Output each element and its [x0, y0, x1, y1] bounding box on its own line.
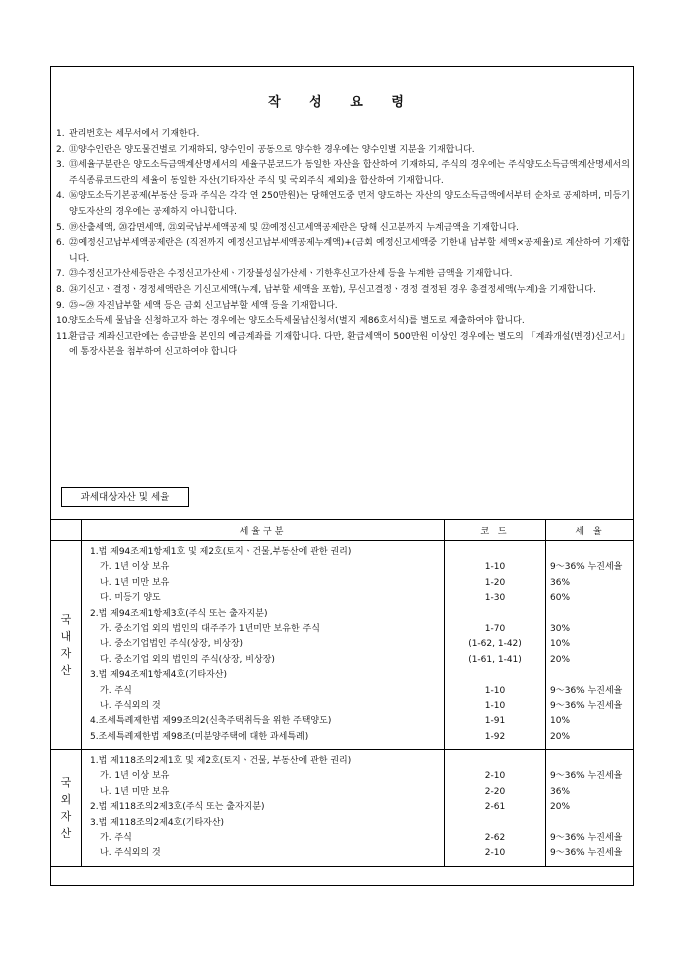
domestic-categories — [82, 541, 445, 750]
category-line: 가. 1년 이상 보유 — [100, 562, 170, 573]
foreign-rates — [546, 750, 635, 867]
category-line: 가. 주식 — [100, 833, 132, 844]
domestic-rates — [546, 541, 635, 750]
instruction-number: 7. — [56, 269, 65, 280]
section-label-box: 과세대상자산 및 세율 — [61, 487, 189, 507]
table-header-row — [51, 520, 634, 541]
foreign-categories — [82, 750, 445, 867]
code-cell — [445, 668, 545, 683]
rate-cell: 20% — [550, 654, 571, 665]
instruction-list — [56, 127, 630, 361]
instruction-text: ㉓수정신고가산세등란은 수정신고가산세ㆍ기장불성실가산세ㆍ기한후신고가산세 등을 누계한 금액을 기재합니다. — [69, 269, 513, 280]
category-line: 가. 주식 — [100, 685, 132, 696]
instruction-text: 환급금 계좌신고란에는 송금받을 본인의 예금계좌를 기재합니다. 다만, 환급세액이 500만원 이상인 경우에는 별도의 「계좌개설(변경)신고서」에 통장사본을 첨부하여 신고하여야 합니다 — [69, 331, 630, 358]
code-cell: 2-61 — [484, 802, 506, 813]
region-char: 자 — [60, 809, 72, 823]
instruction-text: ⑯양도소득기본공제(부동산 등과 주식은 각각 연 250만원)는 당해연도중 먼저 양도하는 자산의 양도소득금액에서부터 순차로 공제하며, 미등기양도자산의 경우에는 공제하지 아니합니다. — [69, 191, 630, 217]
code-cell: 1-92 — [484, 731, 506, 742]
code-cell: 1-10 — [484, 562, 506, 573]
category-line: 다. 중소기업 외의 법인의 주식(상장, 비상장) — [100, 654, 275, 665]
instruction-item — [56, 236, 630, 267]
rate-cell: 10% — [550, 639, 571, 650]
instruction-text: ⑬세율구분란은 양도소득금액계산명세서의 세율구분코드가 동일한 자산을 합산하여 기재하되, 주식의 경우에는 주식양도소득금액계산명세서의 주식종류코드란의 세율이 동일한 자산(기타자산 주식 및 국외주식 제외)을 합산하여 기재합니다. — [69, 160, 630, 186]
rate-cell: 10% — [550, 716, 571, 727]
code-cell — [445, 816, 545, 831]
instruction-text: ㉕~㉙ 자진납부할 세액 등은 금회 신고납부할 세액 등을 기재합니다. — [69, 300, 338, 311]
code-cell: 1-70 — [484, 623, 506, 634]
rate-cell: 9～36% 누진세율 — [550, 771, 623, 782]
category-line: 나. 주식외의 것 — [100, 700, 161, 711]
category-line: 나. 중소기업법인 주식(상장, 비상장) — [100, 639, 244, 650]
code-cell — [445, 754, 545, 769]
instruction-number: 6. — [56, 238, 65, 249]
rate-cell: 9～36% 누진세율 — [550, 833, 623, 844]
instruction-text: ⑪양수인란은 양도물건별로 기재하되, 양수인이 공동으로 양수한 경우에는 양수인별 지분을 기재합니다. — [69, 144, 475, 155]
code-cell: 2-20 — [484, 786, 506, 797]
rate-cell: 30% — [550, 623, 571, 634]
code-cell: 1-30 — [484, 593, 506, 604]
code-cell: (1-62, 1-42) — [468, 639, 522, 650]
code-header: 코 드 — [445, 520, 546, 541]
rate-cell — [550, 607, 634, 622]
foreign-codes — [445, 750, 546, 867]
instruction-number: 2. — [56, 144, 65, 155]
code-cell: 2-10 — [484, 848, 506, 859]
instruction-item — [56, 330, 630, 361]
instruction-item — [56, 127, 630, 143]
rate-cell: 20% — [550, 731, 571, 742]
region-char: 내 — [60, 630, 72, 644]
domestic-section — [51, 541, 634, 750]
code-cell: 1-10 — [484, 700, 506, 711]
category-line: 3.법 제118조의2제4호(기타자산) — [90, 817, 225, 828]
instruction-text: ㉒예정신고납부세액공제란은 (직전까지 예정신고납부세액공제누계액)+(금회 예정신고세액중 기한내 납부할 세액×공제율)로 계산하여 기재합니다. — [69, 238, 630, 264]
instruction-number: 5. — [56, 222, 65, 233]
category-line: 4.조세특례제한법 제99조의2(신축주택취득을 위한 주택양도) — [90, 716, 332, 727]
instruction-item — [56, 143, 630, 159]
foreign-section — [51, 750, 634, 867]
code-cell — [445, 545, 545, 560]
region-char: 산 — [60, 826, 72, 840]
rate-cell: 60% — [550, 593, 571, 604]
category-line: 1.법 제118조의2제1호 및 제2호(토지ㆍ건물, 부동산에 관한 권리) — [90, 756, 352, 767]
instruction-item — [56, 299, 630, 315]
region-domestic — [51, 541, 82, 750]
code-cell: 1-91 — [484, 716, 506, 727]
instruction-item — [56, 314, 630, 330]
category-line: 나. 주식외의 것 — [100, 848, 161, 859]
instruction-number: 4. — [56, 191, 65, 202]
instruction-text: ㉔기신고ㆍ결정ㆍ경정세액란은 기신고세액(누계, 납부할 세액을 포함), 무신고결정ㆍ경정 결정된 경우 총결정세액(누계)을 기재합니다. — [69, 284, 596, 295]
region-char: 국 — [60, 775, 72, 789]
region-char: 자 — [60, 647, 72, 661]
rate-cell: 36% — [550, 577, 571, 588]
region-char: 국 — [60, 613, 72, 627]
code-cell: 1-10 — [484, 685, 506, 696]
category-line: 3.법 제94조제1항제4호(기타자산) — [90, 670, 228, 681]
instruction-number: 1. — [56, 129, 65, 139]
rate-cell: 36% — [550, 786, 571, 797]
instruction-number: 10. — [56, 316, 71, 327]
page-title: 작 성 요 령 — [268, 95, 416, 110]
code-cell: (1-61, 1-41) — [468, 654, 522, 665]
rate-cell — [550, 816, 634, 831]
instruction-item — [56, 189, 630, 220]
rate-cell: 20% — [550, 802, 571, 813]
category-line: 2.법 제94조제1항제3호(주식 또는 출자지분) — [90, 608, 268, 619]
tax-rate-table — [51, 519, 634, 867]
category-line: 나. 1년 미만 보유 — [100, 786, 170, 797]
instruction-number: 11. — [56, 331, 71, 342]
document-frame — [50, 66, 634, 886]
rate-cell — [550, 668, 634, 683]
instruction-text: ⑲산출세액, ⑳감면세액, ㉑외국납부세액공제 및 ㉒예정신고세액공제란은 당해 신고분까지 누계금액을 기재합니다. — [69, 222, 520, 233]
rate-cell: 9～36% 누진세율 — [550, 848, 623, 859]
code-cell: 2-10 — [484, 771, 506, 782]
category-line: 5.조세특례제한법 제98조(미분양주택에 대한 과세특례) — [90, 731, 309, 742]
instruction-text: 양도소득세 물납을 신청하고자 하는 경우에는 양도소득세물납신청서(별지 제86호서식)를 별도로 제출하여야 합니다. — [69, 316, 525, 327]
instruction-item — [56, 283, 630, 299]
domestic-codes — [445, 541, 546, 750]
rate-cell — [550, 754, 634, 769]
category-line: 나. 1년 미만 보유 — [100, 577, 170, 588]
region-char: 외 — [60, 792, 72, 806]
instruction-text: 관리번호는 세무서에서 기재한다. — [69, 129, 200, 139]
code-cell: 1-20 — [484, 577, 506, 588]
region-char: 산 — [60, 664, 72, 678]
rate-cell: 9～36% 누진세율 — [550, 562, 623, 573]
instruction-number: 3. — [56, 160, 65, 171]
code-cell: 2-62 — [484, 833, 506, 844]
category-line: 2.법 제118조의2제3호(주식 또는 출자지분) — [90, 802, 265, 813]
rate-cell — [550, 545, 634, 560]
region-header — [51, 520, 82, 541]
instruction-item — [56, 158, 630, 189]
rate-cell: 9～36% 누진세율 — [550, 685, 623, 696]
instruction-number: 9. — [56, 300, 65, 311]
region-foreign — [51, 750, 82, 867]
category-header: 세율구분 — [82, 520, 445, 541]
category-line: 가. 1년 이상 보유 — [100, 771, 170, 782]
rate-header: 세 율 — [546, 520, 635, 541]
instruction-item — [56, 221, 630, 237]
category-line: 가. 중소기업 외의 법인의 대주주가 1년미만 보유한 주식 — [100, 623, 320, 634]
rate-cell: 9～36% 누진세율 — [550, 700, 623, 711]
category-line: 다. 미등기 양도 — [100, 593, 161, 604]
code-cell — [445, 607, 545, 622]
instruction-item — [56, 267, 630, 283]
category-line: 1.법 제94조제1항제1호 및 제2호(토지ㆍ건물,부동산에 관한 권리) — [90, 547, 352, 557]
instruction-number: 8. — [56, 284, 65, 295]
